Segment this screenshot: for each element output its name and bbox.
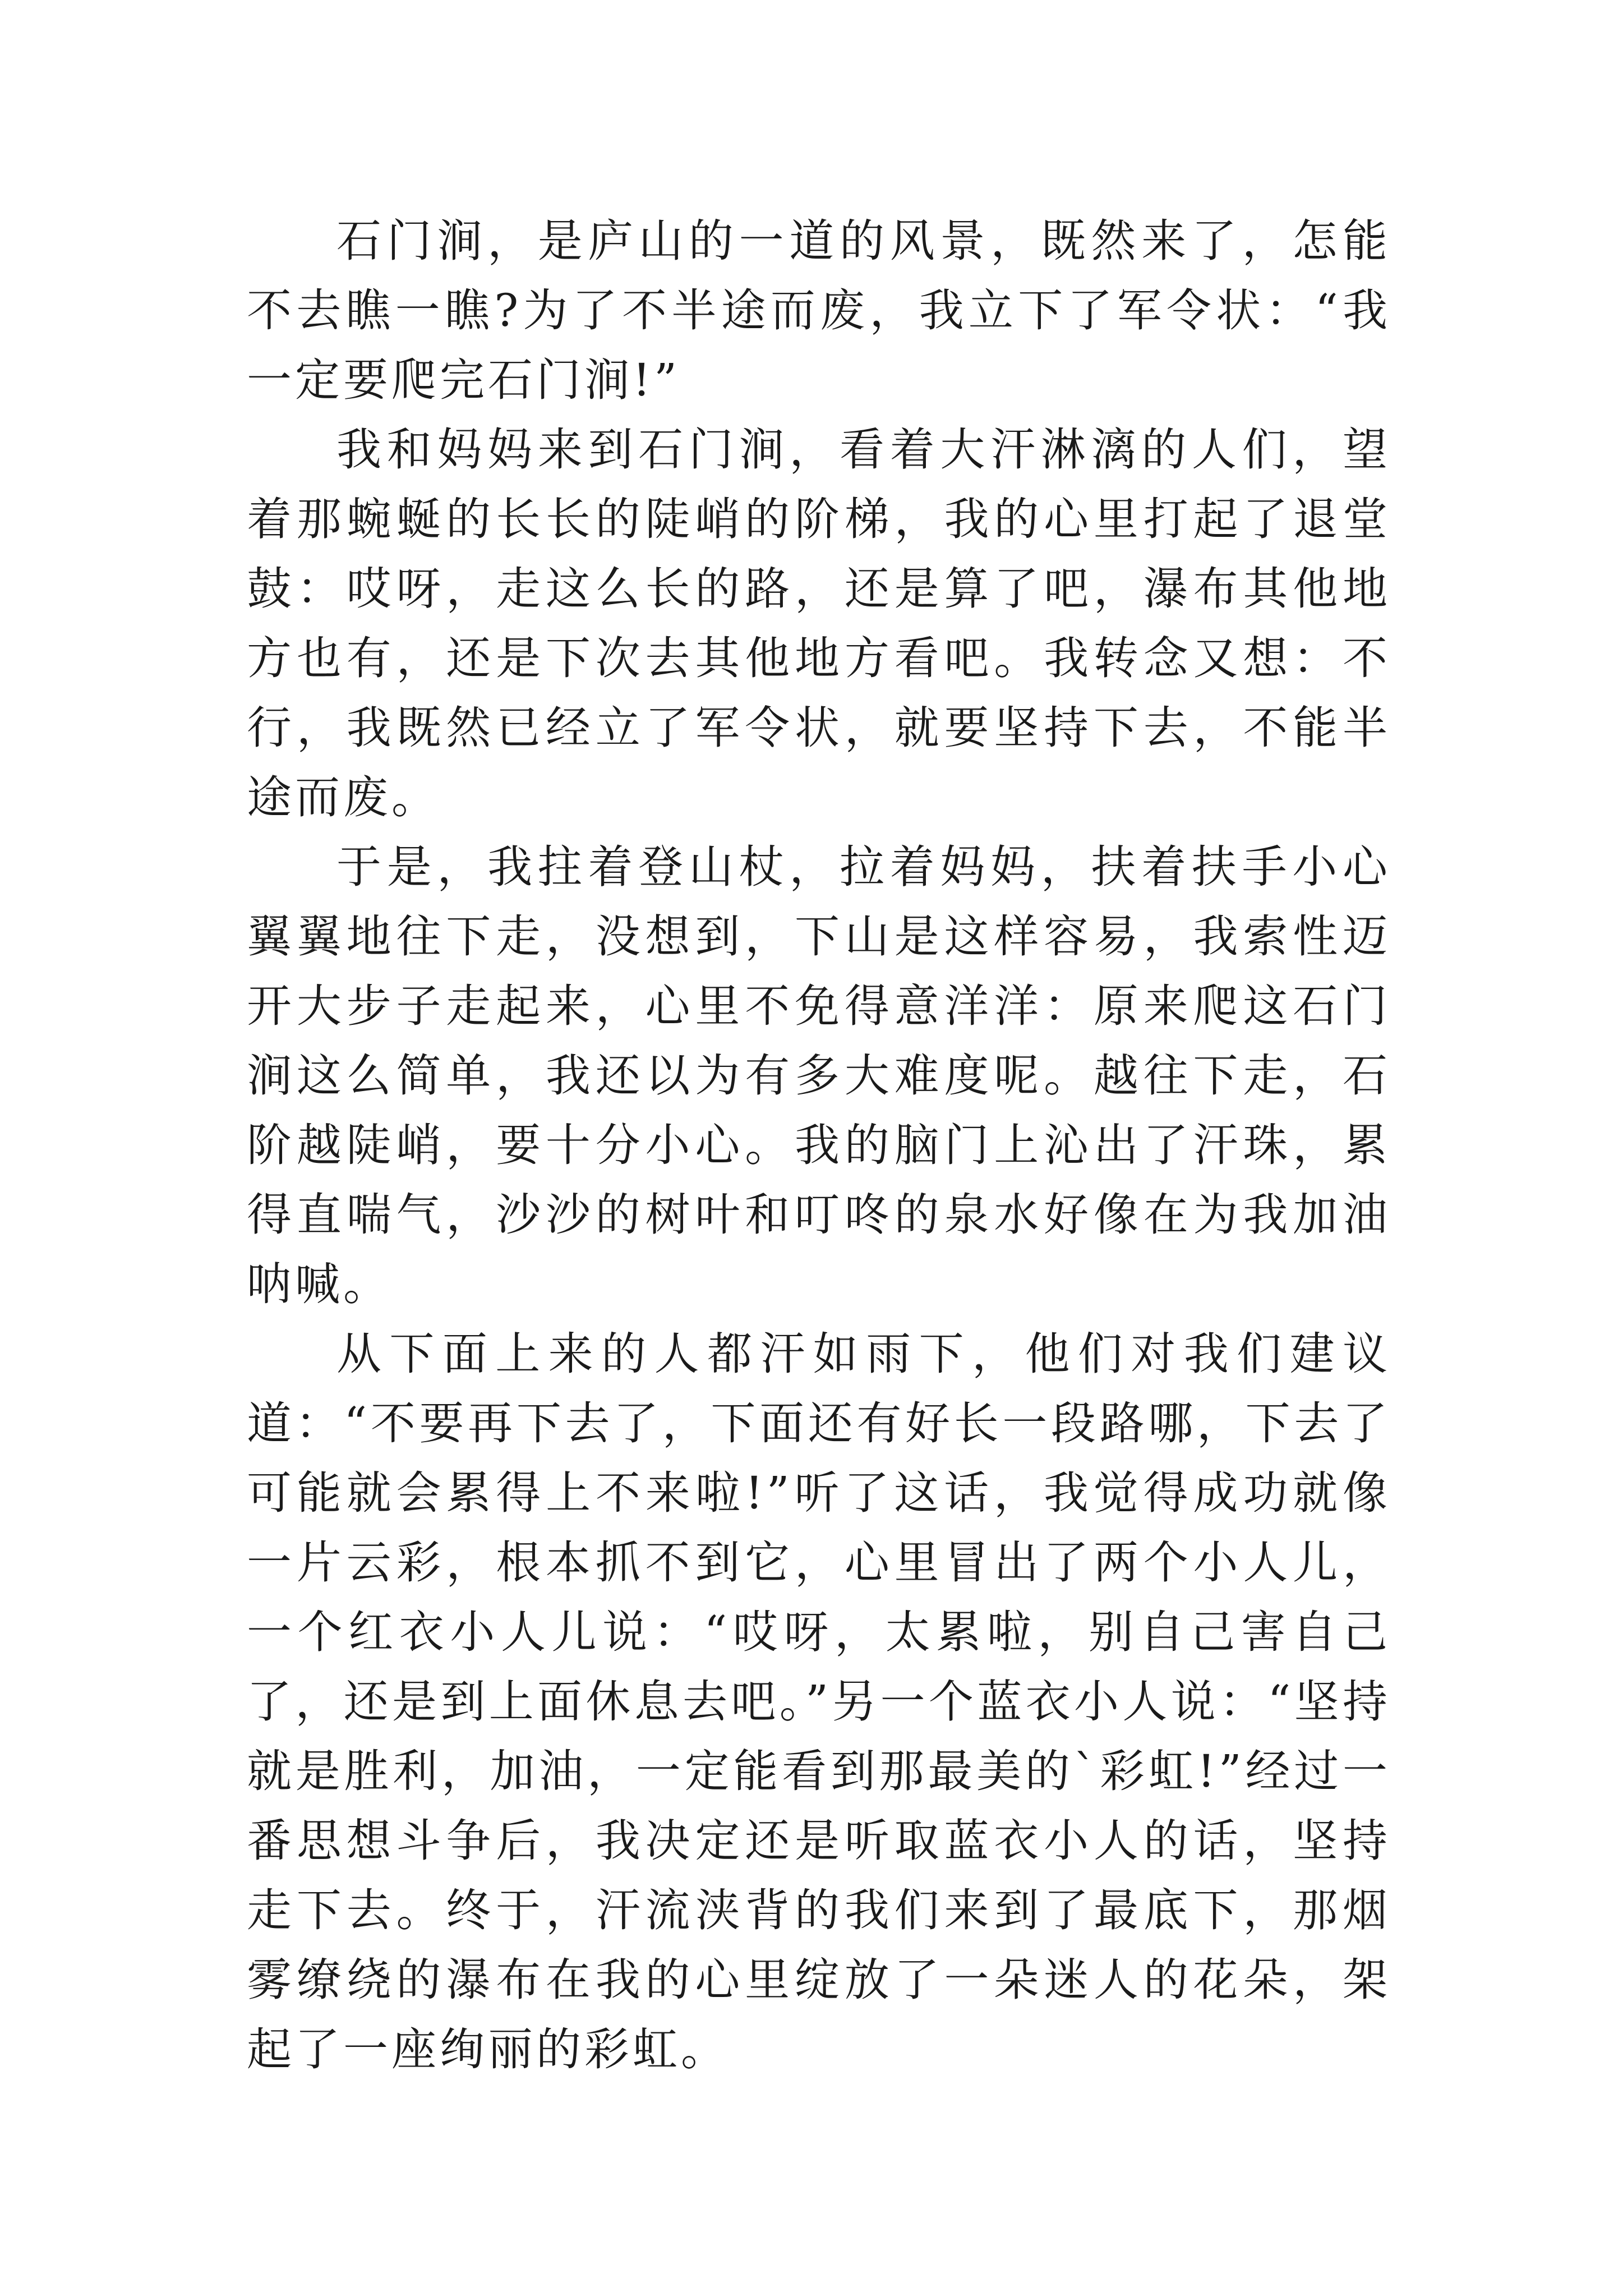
paragraph-4: 从下面上来的人都汗如雨下，他们对我们建议道：“不要再下去了，下面还有好长一段路哪，下去了可能就会累得上不来啦!”听了这话，我觉得成功就像一片云彩，根本抓不到它，心里冒出了两个小人儿，一个红衣小人儿说：“哎呀，太累啦，别自己害自己了，还是到上面休息去吧。”另一个蓝衣小人说：“坚持就是胜利，加油，一定能看到那最美的`彩虹!”经过一番思想斗争后，我决定还是听取蓝衣小人的话，坚持走下去。终于，汗流浃背的我们来到了最底下，那烟雾缭绕的瀑布在我的心里绽放了一朵迷人的花朵，架起了一座绚丽的彩虹。 bbox=[247, 1328, 1391, 2076]
paragraph-3: 于是，我拄着登山杖，拉着妈妈，扶着扶手小心翼翼地往下走，没想到，下山是这样容易，我索性迈开大步子走起来，心里不免得意洋洋：原来爬这石门涧这么简单，我还以为有多大难度呢。越往下走，石阶越陡峭，要十分小心。我的脑门上沁出了汗珠，累得直喘气，沙沙的树叶和叮咚的泉水好像在为我加油呐喊。 bbox=[247, 841, 1391, 1310]
paragraph-1: 石门涧，是庐山的一道的风景，既然来了，怎能不去瞧一瞧?为了不半途而废，我立下了军令状：“我一定要爬完石门涧!” bbox=[247, 215, 1391, 406]
paragraph-2: 我和妈妈来到石门涧，看着大汗淋漓的人们，望着那蜿蜒的长长的陡峭的阶梯，我的心里打起了退堂鼓：哎呀，走这么长的路，还是算了吧，瀑布其他地方也有，还是下次去其他地方看吧。我转念又想：不行，我既然已经立了军令状，就要坚持下去，不能半途而废。 bbox=[247, 424, 1391, 823]
document-body bbox=[247, 206, 1391, 2085]
